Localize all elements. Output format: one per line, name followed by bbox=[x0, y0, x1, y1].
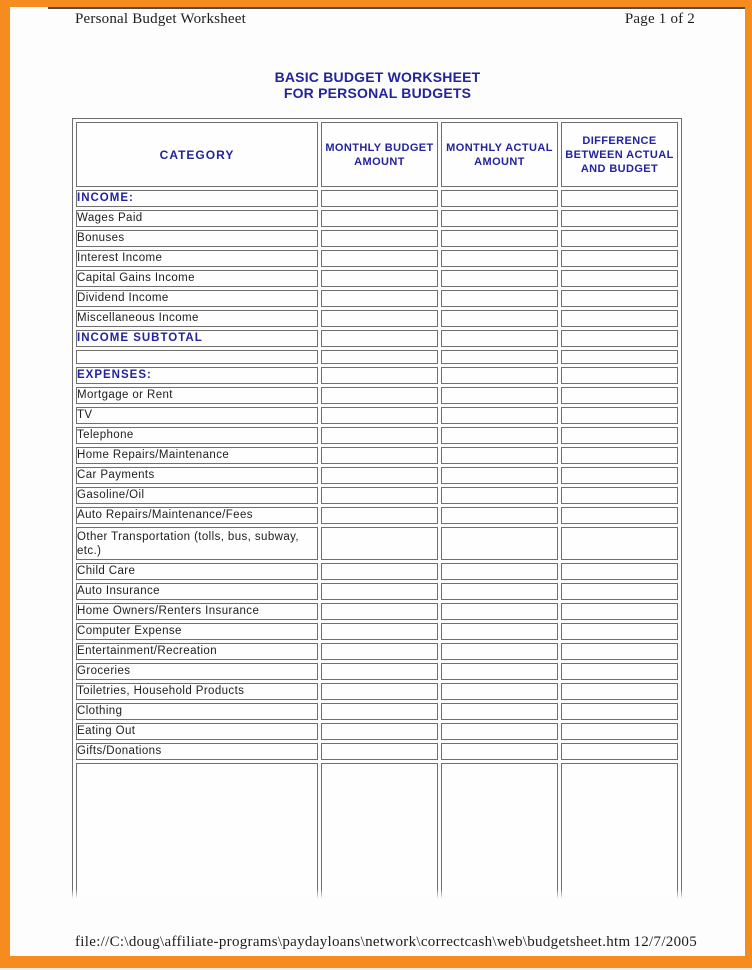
budget-amount-cell bbox=[321, 350, 438, 364]
category-cell: Auto Insurance bbox=[76, 583, 318, 600]
difference-cell bbox=[561, 703, 678, 720]
budget-amount-cell bbox=[321, 703, 438, 720]
worksheet-title-line2: FOR PERSONAL BUDGETS bbox=[283, 84, 472, 101]
actual-amount-cell bbox=[441, 507, 558, 524]
difference-cell bbox=[561, 210, 678, 227]
print-header-title: Personal Budget Worksheet bbox=[75, 11, 246, 27]
category-cell: Eating Out bbox=[76, 723, 318, 740]
difference-cell bbox=[561, 190, 678, 207]
category-cell: Other Transportation (tolls, bus, subway, etc.) bbox=[76, 527, 318, 560]
document-page bbox=[10, 7, 745, 956]
budget-amount-cell bbox=[321, 447, 438, 464]
category-cell: Car Payments bbox=[76, 467, 318, 484]
table-row bbox=[76, 387, 678, 404]
actual-amount-cell bbox=[441, 367, 558, 384]
table-row bbox=[76, 683, 678, 700]
actual-amount-cell bbox=[441, 703, 558, 720]
actual-amount-cell bbox=[441, 683, 558, 700]
actual-amount-cell bbox=[441, 763, 558, 899]
actual-amount-cell bbox=[441, 663, 558, 680]
table-row bbox=[76, 507, 678, 524]
category-cell: INCOME: bbox=[76, 190, 318, 207]
actual-amount-cell bbox=[441, 387, 558, 404]
actual-amount-cell bbox=[441, 350, 558, 364]
actual-amount-cell bbox=[441, 407, 558, 424]
budget-amount-cell bbox=[321, 603, 438, 620]
difference-cell bbox=[561, 230, 678, 247]
table-row bbox=[76, 623, 678, 640]
table-row bbox=[76, 603, 678, 620]
category-cell: Toiletries, Household Products bbox=[76, 683, 318, 700]
footer-date: 12/7/2005 bbox=[633, 934, 697, 950]
budget-amount-cell bbox=[321, 310, 438, 327]
budget-amount-cell bbox=[321, 763, 438, 899]
category-cell: Mortgage or Rent bbox=[76, 387, 318, 404]
budget-amount-cell bbox=[321, 387, 438, 404]
difference-cell bbox=[561, 427, 678, 444]
budget-amount-cell bbox=[321, 330, 438, 347]
budget-amount-cell bbox=[321, 210, 438, 227]
actual-amount-cell bbox=[441, 563, 558, 580]
budget-amount-cell bbox=[321, 427, 438, 444]
print-footer bbox=[75, 934, 697, 951]
column-header-category: CATEGORY bbox=[76, 122, 318, 187]
difference-cell bbox=[561, 467, 678, 484]
budget-amount-cell bbox=[321, 507, 438, 524]
category-cell: INCOME SUBTOTAL bbox=[76, 330, 318, 347]
category-cell: Gasoline/Oil bbox=[76, 487, 318, 504]
category-cell: Home Owners/Renters Insurance bbox=[76, 603, 318, 620]
category-cell: Computer Expense bbox=[76, 623, 318, 640]
budget-amount-cell bbox=[321, 190, 438, 207]
category-cell: Auto Repairs/Maintenance/Fees bbox=[76, 507, 318, 524]
category-cell: Gifts/Donations bbox=[76, 743, 318, 760]
actual-amount-cell bbox=[441, 210, 558, 227]
table-row bbox=[76, 407, 678, 424]
actual-amount-cell bbox=[441, 330, 558, 347]
budget-amount-cell bbox=[321, 290, 438, 307]
budget-amount-cell bbox=[321, 407, 438, 424]
worksheet-title-line1: BASIC BUDGET WORKSHEET bbox=[274, 69, 481, 85]
category-cell: Entertainment/Recreation bbox=[76, 643, 318, 660]
print-header-page-indicator: Page 1 of 2 bbox=[624, 11, 695, 27]
difference-cell bbox=[561, 310, 678, 327]
actual-amount-cell bbox=[441, 467, 558, 484]
category-cell: EXPENSES: bbox=[76, 367, 318, 384]
budget-amount-cell bbox=[321, 527, 438, 560]
category-cell: Home Repairs/Maintenance bbox=[76, 447, 318, 464]
difference-cell bbox=[561, 583, 678, 600]
actual-amount-cell bbox=[441, 723, 558, 740]
table-row bbox=[76, 427, 678, 444]
difference-cell bbox=[561, 743, 678, 760]
difference-cell bbox=[561, 603, 678, 620]
table-row bbox=[76, 703, 678, 720]
difference-cell bbox=[561, 270, 678, 287]
table-row bbox=[76, 467, 678, 484]
actual-amount-cell bbox=[441, 643, 558, 660]
table-row bbox=[76, 350, 678, 364]
difference-cell bbox=[561, 407, 678, 424]
difference-cell bbox=[561, 507, 678, 524]
category-cell: Wages Paid bbox=[76, 210, 318, 227]
budget-amount-cell bbox=[321, 367, 438, 384]
budget-amount-cell bbox=[321, 663, 438, 680]
table-row bbox=[76, 310, 678, 327]
table-row bbox=[76, 270, 678, 287]
table-row bbox=[76, 210, 678, 227]
table-row bbox=[76, 643, 678, 660]
table-row bbox=[76, 190, 678, 207]
budget-amount-cell bbox=[321, 583, 438, 600]
difference-cell bbox=[561, 643, 678, 660]
difference-cell bbox=[561, 387, 678, 404]
budget-amount-cell bbox=[321, 487, 438, 504]
actual-amount-cell bbox=[441, 623, 558, 640]
actual-amount-cell bbox=[441, 250, 558, 267]
actual-amount-cell bbox=[441, 230, 558, 247]
table-row bbox=[76, 763, 678, 899]
budget-amount-cell bbox=[321, 467, 438, 484]
page-top-edge-line bbox=[48, 7, 745, 9]
table-header-row bbox=[76, 122, 678, 187]
category-cell bbox=[76, 350, 318, 364]
table-row bbox=[76, 290, 678, 307]
table-row bbox=[76, 367, 678, 384]
difference-cell bbox=[561, 330, 678, 347]
table-row bbox=[76, 583, 678, 600]
difference-cell bbox=[561, 447, 678, 464]
actual-amount-cell bbox=[441, 427, 558, 444]
worksheet-title bbox=[10, 70, 745, 101]
budget-amount-cell bbox=[321, 723, 438, 740]
difference-cell bbox=[561, 623, 678, 640]
table-row bbox=[76, 230, 678, 247]
actual-amount-cell bbox=[441, 447, 558, 464]
actual-amount-cell bbox=[441, 290, 558, 307]
page-cutoff-fade bbox=[72, 889, 692, 899]
difference-cell bbox=[561, 663, 678, 680]
category-cell bbox=[76, 763, 318, 899]
category-cell: Interest Income bbox=[76, 250, 318, 267]
table-row bbox=[76, 330, 678, 347]
category-cell: Clothing bbox=[76, 703, 318, 720]
table-clip-region bbox=[72, 118, 692, 899]
category-cell: Dividend Income bbox=[76, 290, 318, 307]
actual-amount-cell bbox=[441, 270, 558, 287]
budget-table-body bbox=[76, 190, 678, 899]
difference-cell bbox=[561, 527, 678, 560]
difference-cell bbox=[561, 250, 678, 267]
category-cell: Child Care bbox=[76, 563, 318, 580]
actual-amount-cell bbox=[441, 190, 558, 207]
table-row bbox=[76, 527, 678, 560]
table-row bbox=[76, 250, 678, 267]
table-row bbox=[76, 563, 678, 580]
budget-amount-cell bbox=[321, 623, 438, 640]
category-cell: Miscellaneous Income bbox=[76, 310, 318, 327]
category-cell: Groceries bbox=[76, 663, 318, 680]
budget-amount-cell bbox=[321, 230, 438, 247]
budget-amount-cell bbox=[321, 563, 438, 580]
budget-amount-cell bbox=[321, 643, 438, 660]
difference-cell bbox=[561, 367, 678, 384]
table-row bbox=[76, 663, 678, 680]
budget-amount-cell bbox=[321, 683, 438, 700]
column-header-difference: DIFFERENCE BETWEEN ACTUAL AND BUDGET bbox=[561, 122, 678, 187]
actual-amount-cell bbox=[441, 603, 558, 620]
print-header bbox=[75, 11, 695, 28]
actual-amount-cell bbox=[441, 743, 558, 760]
difference-cell bbox=[561, 763, 678, 899]
budget-amount-cell bbox=[321, 250, 438, 267]
category-cell: Telephone bbox=[76, 427, 318, 444]
actual-amount-cell bbox=[441, 487, 558, 504]
category-cell: Bonuses bbox=[76, 230, 318, 247]
table-row bbox=[76, 743, 678, 760]
actual-amount-cell bbox=[441, 310, 558, 327]
table-row bbox=[76, 447, 678, 464]
difference-cell bbox=[561, 487, 678, 504]
difference-cell bbox=[561, 683, 678, 700]
budget-amount-cell bbox=[321, 743, 438, 760]
difference-cell bbox=[561, 723, 678, 740]
category-cell: TV bbox=[76, 407, 318, 424]
difference-cell bbox=[561, 350, 678, 364]
difference-cell bbox=[561, 290, 678, 307]
column-header-monthly-budget-amount: MONTHLY BUDGET AMOUNT bbox=[321, 122, 438, 187]
column-header-monthly-actual-amount: MONTHLY ACTUAL AMOUNT bbox=[441, 122, 558, 187]
footer-file-path: file://C:\doug\affiliate-programs\paydayloans\network\correctcash\web\budgetsheet.htm bbox=[75, 934, 631, 950]
budget-table bbox=[72, 118, 682, 899]
category-cell: Capital Gains Income bbox=[76, 270, 318, 287]
actual-amount-cell bbox=[441, 583, 558, 600]
budget-amount-cell bbox=[321, 270, 438, 287]
table-row bbox=[76, 723, 678, 740]
table-row bbox=[76, 487, 678, 504]
actual-amount-cell bbox=[441, 527, 558, 560]
difference-cell bbox=[561, 563, 678, 580]
